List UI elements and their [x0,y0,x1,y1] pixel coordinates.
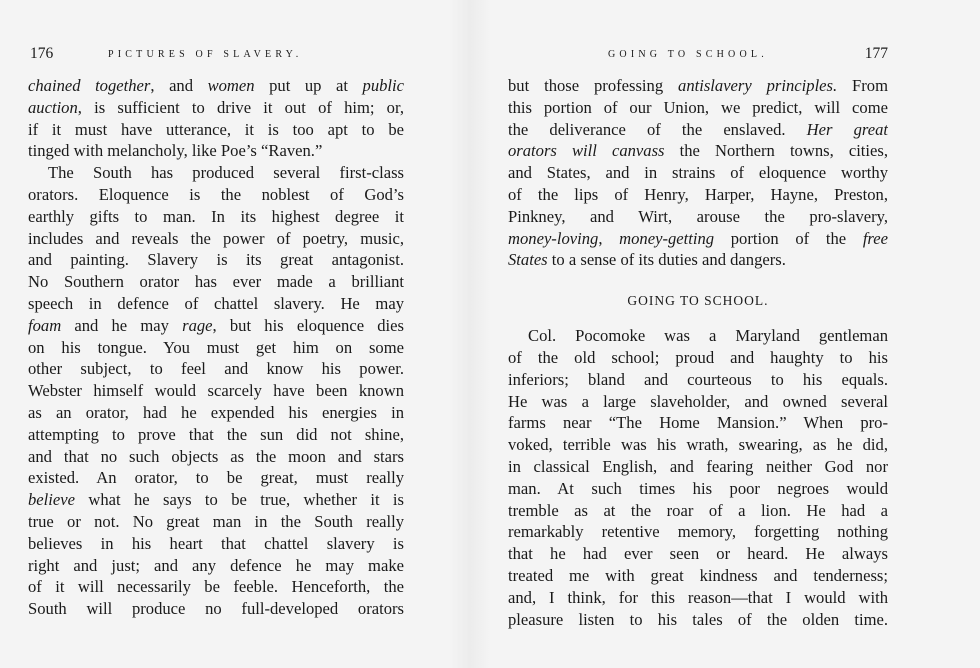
text-line [28,140,404,162]
italic-text: chained together [28,76,151,95]
text-line [28,315,404,337]
text-run: , [598,228,620,248]
text-run: the deliverance of the enslaved. [508,119,807,139]
text-run: that he had ever seen or heard. He always [508,544,888,564]
text-run: but those professing [508,76,679,95]
text-line [28,162,404,184]
text-line [508,478,888,500]
text-run: on his tongue. You must get him on some [28,337,404,357]
left-running-head [28,44,428,64]
text-run: remarkably retentive memory, forgetting nothing [508,522,888,542]
text-run: Col. Pocomoke was a Maryland gentleman [528,326,888,346]
text-line [508,543,888,565]
italic-text: auction [28,97,78,117]
italic-text: money-getting [619,228,715,248]
text-run: existed. An orator, to be great, must really [28,468,404,488]
text-run: , but his eloquence dies [212,315,404,335]
text-line [28,446,404,468]
text-run: He was a large slaveholder, and owned several [508,391,888,411]
text-run: orators. Eloquence is the noblest of God’s [28,184,404,204]
text-run: farms near “The Home Mansion.” When pro- [508,413,888,433]
text-line [508,412,888,434]
text-run: speech in defence of chattel slavery. He may [28,293,404,313]
text-run: portion of the [714,228,863,248]
text-line [28,228,404,250]
text-line [28,424,404,446]
italic-text: money-loving [508,228,599,248]
text-line [508,206,888,228]
text-run: and that no such objects as the moon and stars [28,446,404,466]
text-run: voked, terrible was his wrath, swearing, as he did, [508,435,888,455]
text-run: in classical English, and fearing neither God nor [508,456,888,476]
text-line [508,369,888,391]
text-line [508,228,888,250]
running-head-title-left: PICTURES OF SLAVERY. [108,49,303,60]
text-line [508,434,888,456]
text-line [28,358,404,380]
text-line [28,184,404,206]
text-line [508,325,888,347]
text-run: if it must have utterance, it is too apt to be [28,119,404,139]
text-line [28,598,404,620]
text-line [28,249,404,271]
running-head-title-right: GOING TO SCHOOL. [608,49,768,60]
text-line [28,489,404,511]
text-run: to a sense of its duties and dangers. [547,250,786,270]
left-page-body [28,75,404,620]
text-run: true or not. No great man in the South really [28,511,404,531]
text-line [28,467,404,489]
page-number-left: 176 [30,45,54,62]
text-run: other subject, to feel and know his power. [28,359,404,379]
text-run: South will produce no full-developed orators [28,599,404,619]
text-line [508,75,888,97]
text-run: The South has produced several first-class [48,163,404,183]
italic-text: orators will canvass [508,141,665,161]
text-run: includes and reveals the power of poetry, music, [28,228,404,248]
text-run: put up at [254,76,363,95]
italic-text: foam [28,315,62,335]
text-line [508,609,888,631]
text-line [508,97,888,119]
section-heading: GOING TO SCHOOL. [627,293,769,309]
text-run: and States, and in strains of eloquence worthy [508,163,888,183]
right-page-text-before [508,75,888,271]
text-line [508,565,888,587]
text-line [28,75,404,97]
text-run: No Southern orator has ever made a brilliant [28,272,404,292]
text-run: right and just; and any defence he may make [28,555,404,575]
text-run: this portion of our Union, we predict, will come [508,97,888,117]
text-line [28,511,404,533]
text-line [508,587,888,609]
text-line [508,249,888,271]
text-line [508,162,888,184]
text-line [28,533,404,555]
right-running-head [508,44,908,64]
text-run: , and [150,76,208,95]
text-run: and he may [61,315,183,335]
text-run: as an orator, had he expended his energies in [28,402,404,422]
text-line [508,140,888,162]
book-gutter [450,0,490,668]
text-run: of the old school; proud and haughty to his [508,347,888,367]
text-line [28,271,404,293]
text-line [508,521,888,543]
text-run: inferiors; bland and courteous to his equals. [508,369,888,389]
italic-text: public [362,76,404,95]
text-run: man. At such times his poor negroes would [508,478,888,498]
right-page-body [508,75,888,630]
italic-text: States [508,250,548,270]
italic-text: free [862,228,888,248]
text-run: pleasure listen to his tales of the olden time. [508,609,888,629]
text-run: Webster himself would scarcely have been known [28,381,404,401]
text-run: tremble as at the roar of a lion. He had a [508,500,888,520]
text-run: what he says to be true, whether it is [74,490,404,510]
text-line [28,380,404,402]
text-line [28,97,404,119]
text-line [28,402,404,424]
text-run: treated me with great kindness and tenderness; [508,565,888,585]
text-line [508,456,888,478]
italic-text: believe [28,490,75,510]
text-line [508,119,888,141]
text-run: the Northern towns, cities, [664,141,888,161]
text-run: believes in his heart that chattel slavery is [28,533,404,553]
text-run: of it will necessarily be feeble. Henceforth, the [28,577,404,597]
text-run: , is sufficient to drive it out of him; or, [77,97,404,117]
text-line [28,555,404,577]
text-line [508,347,888,369]
text-run: and, I think, for this reason—that I would with [508,587,888,607]
italic-text: antislavery principles. [678,76,838,95]
italic-text: Her great [806,119,888,139]
text-line [28,293,404,315]
text-run: earthly gifts to man. In its highest degree it [28,206,404,226]
italic-text: rage [182,315,213,335]
text-line [508,184,888,206]
text-line [28,206,404,228]
text-run: attempting to prove that the sun did not shine, [28,424,404,444]
text-run: Pinkney, and Wirt, arouse the pro-slavery, [508,206,888,226]
text-line [28,119,404,141]
italic-text: women [207,76,255,95]
text-line [28,337,404,359]
text-line [508,391,888,413]
text-run: tinged with melancholy, like Poe’s “Raven.” [28,141,323,161]
text-run: and painting. Slavery is its great antagonist. [28,250,404,270]
page-number-right: 177 [864,45,888,62]
text-line [28,576,404,598]
text-run: From [837,76,888,95]
text-run: of the lips of Henry, Harper, Hayne, Preston, [508,184,888,204]
right-page-text-after [508,325,888,630]
text-line [508,500,888,522]
